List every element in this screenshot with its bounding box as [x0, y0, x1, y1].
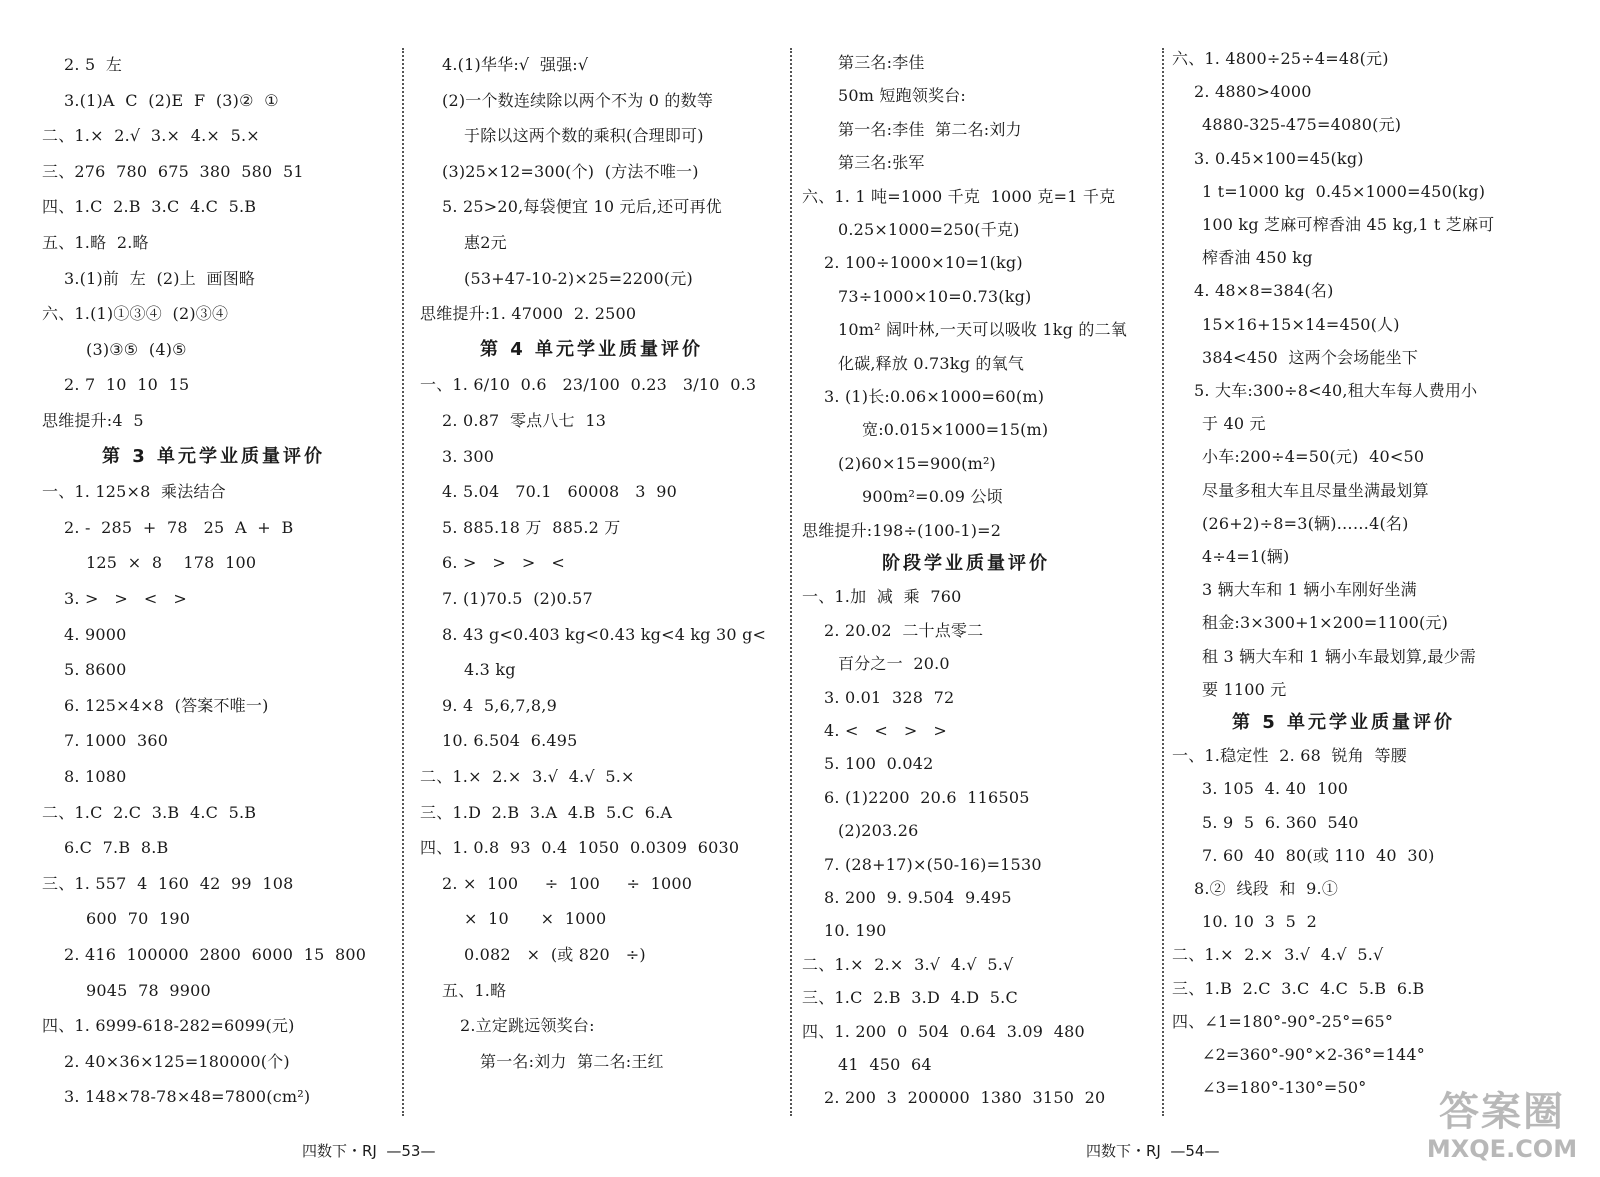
answer-line: 六、1.(1)①③④ (2)③④ — [42, 304, 229, 324]
answer-line: 0.082 × (或 820 ÷) — [464, 945, 646, 964]
answer-line: 惠2元 — [464, 233, 507, 252]
answer-line: 10. 10 3 5 2 — [1202, 912, 1317, 932]
answer-line: 4÷4=1(辆) — [1202, 547, 1290, 566]
answer-line: 2. 4880>4000 — [1194, 82, 1312, 102]
answer-line: 一、1. 125×8 乘法结合 — [42, 482, 226, 502]
answer-line: 7. 1000 360 — [64, 731, 169, 751]
answer-line: 一、1. 6/10 0.6 23/100 0.23 3/10 0.3 — [420, 375, 757, 395]
answer-line: 1 t=1000 kg 0.45×1000=450(kg) — [1202, 181, 1486, 201]
answer-line: 三、1.C 2.B 3.D 4.D 5.C — [802, 988, 1018, 1008]
answer-line: 尽量多租大车且尽量坐满最划算 — [1202, 480, 1429, 500]
answer-line: 五、1.略 — [442, 980, 507, 1000]
answer-line: 10m² 阔叶林,一天可以吸收 1kg 的二氧 — [838, 320, 1128, 340]
answer-line: 5. 885.18 万 885.2 万 — [442, 517, 621, 537]
column-divider — [790, 48, 792, 1116]
answer-line: 0.25×1000=250(千克) — [838, 220, 1020, 239]
answer-line: 榨香油 450 kg — [1202, 248, 1313, 268]
answer-line: 10. 190 — [824, 921, 887, 941]
answer-line: 第一名:李佳 第二名:刘力 — [838, 119, 1022, 139]
answer-line: (26+2)÷8=3(辆)……4(名) — [1202, 513, 1409, 533]
answer-line: 租金:3×300+1×200=1100(元) — [1202, 613, 1449, 633]
answer-line: 3.(1)A C (2)E F (3)② ① — [64, 90, 279, 110]
answer-line: 租 3 辆大车和 1 辆小车最划算,最少需 — [1202, 646, 1476, 666]
answer-line: 100 kg 芝麻可榨香油 45 kg,1 t 芝麻可 — [1202, 215, 1495, 234]
answer-line: 宽:0.015×1000=15(m) — [862, 420, 1049, 440]
answer-line: (2)一个数连续除以两个不为 0 的数等 — [442, 90, 714, 110]
answer-line: 四、∠1=180°-90°-25°=65° — [1172, 1011, 1394, 1031]
answer-line: 4880-325-475=4080(元) — [1202, 115, 1402, 135]
answer-line: 3. 0.45×100=45(kg) — [1194, 148, 1364, 168]
answer-line: 5. 100 0.042 — [824, 754, 934, 774]
watermark-text: 答案圈 — [1439, 1089, 1565, 1135]
answer-line: 2. 200 3 200000 1380 3150 20 — [824, 1088, 1106, 1108]
answer-line: 5. 大车:300÷8<40,租大车每人费用小 — [1194, 381, 1478, 400]
answer-line: 4. 5.04 70.1 60008 3 90 — [442, 482, 677, 502]
answer-line: 3 辆大车和 1 辆小车刚好坐满 — [1202, 580, 1417, 600]
section-heading: 第 5 单元学业质量评价 — [1232, 712, 1456, 733]
answer-line: ∠2=360°-90°×2-36°=144° — [1202, 1045, 1425, 1064]
page-footer-right: 四数下・RJ —54— — [1086, 1142, 1220, 1160]
answer-line: 5. 8600 — [64, 660, 127, 680]
answer-line: 化碳,释放 0.73kg 的氧气 — [838, 353, 1025, 373]
answer-line: 四、1. 200 0 504 0.64 3.09 480 — [802, 1021, 1085, 1041]
page-footer-left: 四数下・RJ —53— — [302, 1142, 436, 1160]
answer-line: 2. 0.87 零点八七 13 — [442, 411, 607, 430]
answer-line: 于 40 元 — [1202, 414, 1266, 434]
answer-line: 3. (1)长:0.06×1000=60(m) — [824, 387, 1045, 406]
answer-line: 4.3 kg — [464, 660, 516, 680]
answer-line: 第三名:张军 — [838, 153, 925, 173]
answer-line: 二、1.× 2.√ 3.× 4.× 5.× — [42, 126, 260, 146]
answer-line: 2. 20.02 二十点零二 — [824, 620, 984, 640]
answer-line: 10. 6.504 6.495 — [442, 731, 578, 751]
answer-line: 384<450 这两个会场能坐下 — [1202, 347, 1419, 367]
answer-line: 思维提升:4 5 — [42, 411, 144, 430]
watermark-url: MXQE.COM — [1426, 1135, 1578, 1163]
answer-line: 三、1. 557 4 160 42 99 108 — [42, 873, 294, 893]
answer-line: 4. 48×8=384(名) — [1194, 281, 1334, 301]
answer-line: 6. > > > < — [442, 553, 565, 573]
column-divider — [1162, 48, 1164, 1116]
answer-line: 二、1.× 2.× 3.√ 4.√ 5.√ — [1172, 945, 1384, 965]
answer-line: 41 450 64 — [838, 1055, 932, 1074]
answer-line: 7. (28+17)×(50-16)=1530 — [824, 854, 1042, 874]
answer-line: 2. × 100 ÷ 100 ÷ 1000 — [442, 873, 693, 893]
answer-line: 9045 78 9900 — [86, 980, 211, 1000]
answer-line: 7. (1)70.5 (2)0.57 — [442, 589, 593, 608]
answer-line: 5. 25>20,每袋便宜 10 元后,还可再优 — [442, 197, 722, 217]
answer-line: 4. 9000 — [64, 624, 127, 644]
answer-line: 125 × 8 178 100 — [86, 553, 257, 573]
answer-line: (3)③⑤ (4)⑤ — [86, 339, 187, 359]
answer-line: 四、1. 0.8 93 0.4 1050 0.0309 6030 — [420, 838, 740, 858]
answer-line: 6.C 7.B 8.B — [64, 838, 169, 858]
answer-line: × 10 × 1000 — [464, 909, 607, 929]
answer-line: 9. 4 5,6,7,8,9 — [442, 695, 557, 715]
answer-line: 8. 43 g<0.403 kg<0.43 kg<4 kg 30 g< — [442, 624, 767, 644]
answer-line: 思维提升:1. 47000 2. 2500 — [420, 304, 637, 324]
answer-line: 3. 0.01 328 72 — [824, 687, 955, 707]
answer-line: 3. 148×78-78×48=7800(cm²) — [64, 1087, 311, 1107]
section-heading: 第 4 单元学业质量评价 — [480, 338, 704, 360]
answer-line: 50m 短跑领奖台: — [838, 86, 967, 106]
answer-line: 8.② 线段 和 9.① — [1194, 879, 1339, 898]
answer-line: 4. < < > > — [824, 721, 947, 740]
answer-line: 7. 60 40 80(或 110 40 30) — [1202, 845, 1435, 865]
answer-line: 四、1.C 2.B 3.C 4.C 5.B — [42, 197, 257, 217]
answer-line: 3. > > < > — [64, 589, 187, 608]
answer-line: 六、1. 1 吨=1000 千克 1000 克=1 千克 — [802, 186, 1116, 206]
answer-line: 一、1.稳定性 2. 68 锐角 等腰 — [1172, 746, 1407, 766]
answer-line: 四、1. 6999-618-282=6099(元) — [42, 1016, 295, 1036]
answer-line: 于除以这两个数的乘积(合理即可) — [464, 126, 704, 146]
answer-line: 三、1.B 2.C 3.C 4.C 5.B 6.B — [1172, 978, 1425, 998]
answer-line: (2)60×15=900(m²) — [838, 453, 997, 473]
answer-line: 73÷1000×10=0.73(kg) — [838, 286, 1032, 306]
answer-line: 三、276 780 675 380 580 51 — [42, 161, 304, 181]
answer-line: 三、1.D 2.B 3.A 4.B 5.C 6.A — [420, 802, 673, 822]
answer-line: 思维提升:198÷(100-1)=2 — [802, 520, 1002, 540]
answer-line: (2)203.26 — [838, 821, 919, 841]
answer-line: (3)25×12=300(个) (方法不唯一) — [442, 161, 699, 181]
section-heading: 第 3 单元学业质量评价 — [102, 445, 326, 467]
answer-line: 二、1.× 2.× 3.√ 4.√ 5.× — [420, 767, 635, 786]
answer-line: 要 1100 元 — [1202, 679, 1287, 699]
answer-line: 3. 300 — [442, 446, 495, 466]
answer-line: 2. 100÷1000×10=1(kg) — [824, 253, 1023, 273]
column-divider — [402, 48, 404, 1116]
answer-line: 二、1.× 2.× 3.√ 4.√ 5.√ — [802, 954, 1014, 974]
answer-line: 小车:200÷4=50(元) 40<50 — [1202, 447, 1425, 467]
answer-line: 8. 200 9. 9.504 9.495 — [824, 888, 1012, 907]
answer-line: 600 70 190 — [86, 909, 191, 929]
answer-line: 3.(1)前 左 (2)上 画图略 — [64, 268, 256, 288]
answer-line: (53+47-10-2)×25=2200(元) — [464, 268, 693, 288]
answer-line: 第一名:刘力 第二名:王红 — [480, 1051, 664, 1071]
answer-line: ∠3=180°-130°=50° — [1202, 1078, 1367, 1098]
answer-line: 一、1.加 减 乘 760 — [802, 587, 962, 607]
answer-line: 2.立定跳远领奖台: — [460, 1016, 595, 1036]
answer-line: 3. 105 4. 40 100 — [1202, 779, 1349, 799]
answer-line: 2. 416 100000 2800 6000 15 800 — [64, 945, 367, 964]
answer-line: 2. - 285 + 78 25 A + B — [64, 517, 294, 537]
answer-line: 900m²=0.09 公顷 — [862, 487, 1003, 507]
answer-line: 8. 1080 — [64, 767, 127, 786]
section-heading: 阶段学业质量评价 — [882, 553, 1050, 574]
answer-line: 2. 5 左 — [64, 55, 123, 74]
answer-line: 2. 7 10 10 15 — [64, 375, 190, 395]
answer-line: 二、1.C 2.C 3.B 4.C 5.B — [42, 802, 257, 822]
answer-line: 6. (1)2200 20.6 116505 — [824, 787, 1030, 807]
answer-line: 五、1.略 2.略 — [42, 233, 149, 252]
answer-line: 六、1. 4800÷25÷4=48(元) — [1172, 49, 1389, 68]
answer-line: 2. 40×36×125=180000(个) — [64, 1051, 290, 1071]
watermark-logo — [1422, 1089, 1582, 1169]
answer-line: 5. 9 5 6. 360 540 — [1202, 812, 1359, 832]
answer-line: 4.(1)华华:√ 强强:√ — [442, 55, 589, 74]
answer-line: 6. 125×4×8 (答案不唯一) — [64, 695, 269, 715]
answer-line: 第三名:李佳 — [838, 53, 925, 72]
answer-line: 15×16+15×14=450(人) — [1202, 314, 1400, 334]
answer-line: 百分之一 20.0 — [838, 654, 950, 674]
